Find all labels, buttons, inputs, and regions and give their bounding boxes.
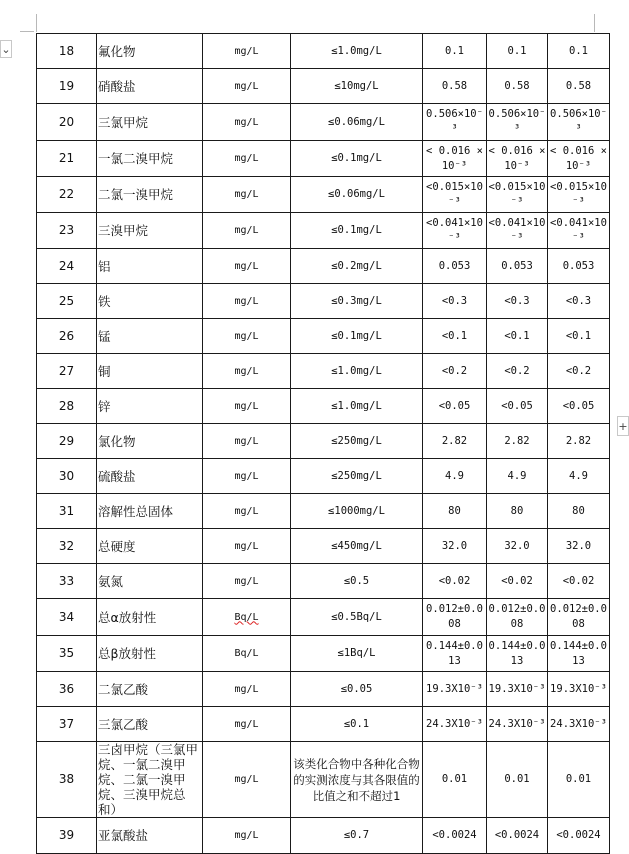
- item-limit: ≤10mg/L: [291, 69, 423, 104]
- item-value-3: 0.1: [548, 34, 610, 69]
- item-limit: ≤0.5Bq/L: [291, 599, 423, 636]
- item-value-2: <0.3: [487, 284, 548, 319]
- item-value-1: <0.2: [423, 354, 487, 389]
- item-unit: mg/L: [203, 672, 291, 707]
- item-limit: ≤0.06mg/L: [291, 104, 423, 141]
- table-row: [37, 424, 610, 459]
- item-value-1: 0.506×10⁻³: [423, 104, 487, 141]
- item-number: 28: [37, 389, 97, 424]
- table-row: [37, 459, 610, 494]
- item-value-1: <0.015×10⁻³: [423, 177, 487, 213]
- item-value-2: 19.3X10⁻³: [487, 672, 548, 707]
- item-limit: ≤0.06mg/L: [291, 177, 423, 213]
- item-number: 22: [37, 177, 97, 213]
- item-value-3: 19.3X10⁻³: [548, 672, 610, 707]
- item-name: 铜: [97, 354, 203, 389]
- item-unit: mg/L: [203, 459, 291, 494]
- item-limit: ≤0.3mg/L: [291, 284, 423, 319]
- item-value-1: 19.3X10⁻³: [423, 672, 487, 707]
- item-value-1: 4.9: [423, 459, 487, 494]
- item-name: 硫酸盐: [97, 459, 203, 494]
- item-unit: mg/L: [203, 818, 291, 854]
- table-row: [37, 599, 610, 636]
- table-row: [37, 354, 610, 389]
- item-name: 铁: [97, 284, 203, 319]
- item-value-3: 0.506×10⁻³: [548, 104, 610, 141]
- item-value-1: <0.0024: [423, 818, 487, 854]
- item-number: 35: [37, 636, 97, 672]
- item-value-2: <0.05: [487, 389, 548, 424]
- table-row: [37, 529, 610, 564]
- item-unit: Bq/L: [203, 599, 291, 636]
- item-limit: ≤0.1mg/L: [291, 141, 423, 177]
- item-unit: mg/L: [203, 707, 291, 742]
- item-limit: ≤0.7: [291, 818, 423, 854]
- item-value-3: <0.05: [548, 389, 610, 424]
- item-value-3: 32.0: [548, 529, 610, 564]
- item-number: 32: [37, 529, 97, 564]
- item-name: 氟化物: [97, 34, 203, 69]
- item-name: 硝酸盐: [97, 69, 203, 104]
- item-limit: ≤0.1mg/L: [291, 213, 423, 249]
- item-value-3: 0.012±0.008: [548, 599, 610, 636]
- page-corner-mark: [36, 14, 37, 32]
- table-row: [37, 104, 610, 141]
- item-unit: mg/L: [203, 529, 291, 564]
- item-unit: mg/L: [203, 389, 291, 424]
- item-value-1: 0.58: [423, 69, 487, 104]
- item-value-3: <0.1: [548, 319, 610, 354]
- item-value-3: <0.02: [548, 564, 610, 599]
- item-value-2: <0.2: [487, 354, 548, 389]
- item-value-2: 4.9: [487, 459, 548, 494]
- item-number: 21: [37, 141, 97, 177]
- item-limit: ≤1.0mg/L: [291, 389, 423, 424]
- item-unit: mg/L: [203, 319, 291, 354]
- item-limit: ≤250mg/L: [291, 459, 423, 494]
- item-value-3: 4.9: [548, 459, 610, 494]
- item-value-3: 0.01: [548, 742, 610, 818]
- item-number: 36: [37, 672, 97, 707]
- item-limit: ≤1Bq/L: [291, 636, 423, 672]
- item-number: 30: [37, 459, 97, 494]
- item-name: 三氯乙酸: [97, 707, 203, 742]
- water-quality-table: [36, 33, 610, 854]
- item-value-2: 80: [487, 494, 548, 529]
- item-unit: mg/L: [203, 104, 291, 141]
- page-corner-mark: [594, 14, 595, 32]
- table-row: [37, 141, 610, 177]
- item-number: 18: [37, 34, 97, 69]
- item-value-3: 0.144±0.013: [548, 636, 610, 672]
- item-name: 二氯一溴甲烷: [97, 177, 203, 213]
- item-value-1: < 0.016 ×10⁻³: [423, 141, 487, 177]
- item-limit: ≤0.1mg/L: [291, 319, 423, 354]
- item-unit: mg/L: [203, 69, 291, 104]
- item-value-3: <0.3: [548, 284, 610, 319]
- item-name: 三溴甲烷: [97, 213, 203, 249]
- item-limit: ≤0.1: [291, 707, 423, 742]
- item-value-3: <0.015×10⁻³: [548, 177, 610, 213]
- item-unit: mg/L: [203, 424, 291, 459]
- item-unit: mg/L: [203, 141, 291, 177]
- item-limit: ≤0.2mg/L: [291, 249, 423, 284]
- item-value-1: 0.01: [423, 742, 487, 818]
- item-value-3: <0.041×10⁻³: [548, 213, 610, 249]
- item-name: 三氯甲烷: [97, 104, 203, 141]
- item-value-2: <0.041×10⁻³: [487, 213, 548, 249]
- table-row: [37, 389, 610, 424]
- item-value-1: 0.1: [423, 34, 487, 69]
- item-name: 亚氯酸盐: [97, 818, 203, 854]
- item-number: 23: [37, 213, 97, 249]
- table-row: [37, 564, 610, 599]
- item-value-1: <0.02: [423, 564, 487, 599]
- table-row: [37, 742, 610, 818]
- item-value-1: 2.82: [423, 424, 487, 459]
- item-name: 一氯二溴甲烷: [97, 141, 203, 177]
- item-value-1: 0.053: [423, 249, 487, 284]
- table-row: [37, 284, 610, 319]
- item-value-2: 0.012±0.008: [487, 599, 548, 636]
- table-row: [37, 249, 610, 284]
- item-value-3: 80: [548, 494, 610, 529]
- item-limit: ≤1.0mg/L: [291, 354, 423, 389]
- table-row: [37, 34, 610, 69]
- table-row: [37, 707, 610, 742]
- item-value-2: 0.58: [487, 69, 548, 104]
- item-value-3: <0.2: [548, 354, 610, 389]
- item-unit: mg/L: [203, 742, 291, 818]
- item-name: 铝: [97, 249, 203, 284]
- item-number: 20: [37, 104, 97, 141]
- item-value-2: <0.1: [487, 319, 548, 354]
- table-row: [37, 636, 610, 672]
- item-value-2: <0.02: [487, 564, 548, 599]
- item-value-2: 0.1: [487, 34, 548, 69]
- item-number: 31: [37, 494, 97, 529]
- table-row: [37, 177, 610, 213]
- collapse-chevron-button[interactable]: [0, 40, 12, 58]
- item-number: 29: [37, 424, 97, 459]
- plus-icon: +: [618, 419, 628, 433]
- item-unit: mg/L: [203, 249, 291, 284]
- item-value-1: <0.05: [423, 389, 487, 424]
- item-unit: mg/L: [203, 494, 291, 529]
- item-limit: ≤1000mg/L: [291, 494, 423, 529]
- item-name: 氯化物: [97, 424, 203, 459]
- item-limit: 该类化合物中各种化合物的实测浓度与其各限值的比值之和不超过1: [291, 742, 423, 818]
- table-row: [37, 69, 610, 104]
- item-value-3: 24.3X10⁻³: [548, 707, 610, 742]
- item-number: 34: [37, 599, 97, 636]
- item-name: 总硬度: [97, 529, 203, 564]
- item-unit: mg/L: [203, 564, 291, 599]
- item-unit: mg/L: [203, 284, 291, 319]
- item-value-2: <0.0024: [487, 818, 548, 854]
- item-number: 24: [37, 249, 97, 284]
- item-number: 33: [37, 564, 97, 599]
- item-value-2: 0.053: [487, 249, 548, 284]
- item-value-3: < 0.016 ×10⁻³: [548, 141, 610, 177]
- item-number: 38: [37, 742, 97, 818]
- item-value-3: 0.053: [548, 249, 610, 284]
- item-number: 19: [37, 69, 97, 104]
- item-name: 三卤甲烷（三氯甲烷、一氯二溴甲烷、二氯一溴甲烷、三溴甲烷总和）: [97, 742, 203, 818]
- item-unit: mg/L: [203, 177, 291, 213]
- item-number: 25: [37, 284, 97, 319]
- item-limit: ≤0.05: [291, 672, 423, 707]
- chevron-down-icon: ⌄: [1, 42, 11, 56]
- table-row: [37, 672, 610, 707]
- table-row: [37, 213, 610, 249]
- table-row: [37, 818, 610, 854]
- item-value-2: < 0.016 ×10⁻³: [487, 141, 548, 177]
- item-value-3: 0.58: [548, 69, 610, 104]
- item-number: 39: [37, 818, 97, 854]
- item-unit: mg/L: [203, 354, 291, 389]
- item-number: 27: [37, 354, 97, 389]
- item-value-1: 24.3X10⁻³: [423, 707, 487, 742]
- item-unit: mg/L: [203, 213, 291, 249]
- item-value-1: 80: [423, 494, 487, 529]
- item-name: 氨氮: [97, 564, 203, 599]
- item-value-2: 0.144±0.013: [487, 636, 548, 672]
- item-value-1: 32.0: [423, 529, 487, 564]
- item-limit: ≤0.5: [291, 564, 423, 599]
- item-value-3: <0.0024: [548, 818, 610, 854]
- item-limit: ≤450mg/L: [291, 529, 423, 564]
- item-name: 总β放射性: [97, 636, 203, 672]
- item-unit: Bq/L: [203, 636, 291, 672]
- item-number: 37: [37, 707, 97, 742]
- item-number: 26: [37, 319, 97, 354]
- item-value-2: 0.506×10⁻³: [487, 104, 548, 141]
- item-limit: ≤1.0mg/L: [291, 34, 423, 69]
- item-value-1: <0.3: [423, 284, 487, 319]
- item-name: 锌: [97, 389, 203, 424]
- item-unit: mg/L: [203, 34, 291, 69]
- table-body: [37, 34, 610, 854]
- page-top-line: [20, 31, 34, 32]
- item-value-2: 2.82: [487, 424, 548, 459]
- item-value-1: <0.041×10⁻³: [423, 213, 487, 249]
- item-value-1: <0.1: [423, 319, 487, 354]
- item-name: 锰: [97, 319, 203, 354]
- item-value-2: 24.3X10⁻³: [487, 707, 548, 742]
- item-name: 二氯乙酸: [97, 672, 203, 707]
- item-name: 溶解性总固体: [97, 494, 203, 529]
- table-row: [37, 494, 610, 529]
- item-value-2: 32.0: [487, 529, 548, 564]
- table-row: [37, 319, 610, 354]
- item-value-2: <0.015×10⁻³: [487, 177, 548, 213]
- add-column-button[interactable]: [617, 416, 629, 436]
- item-value-3: 2.82: [548, 424, 610, 459]
- item-value-1: 0.144±0.013: [423, 636, 487, 672]
- item-value-1: 0.012±0.008: [423, 599, 487, 636]
- item-name: 总α放射性: [97, 599, 203, 636]
- item-value-2: 0.01: [487, 742, 548, 818]
- item-limit: ≤250mg/L: [291, 424, 423, 459]
